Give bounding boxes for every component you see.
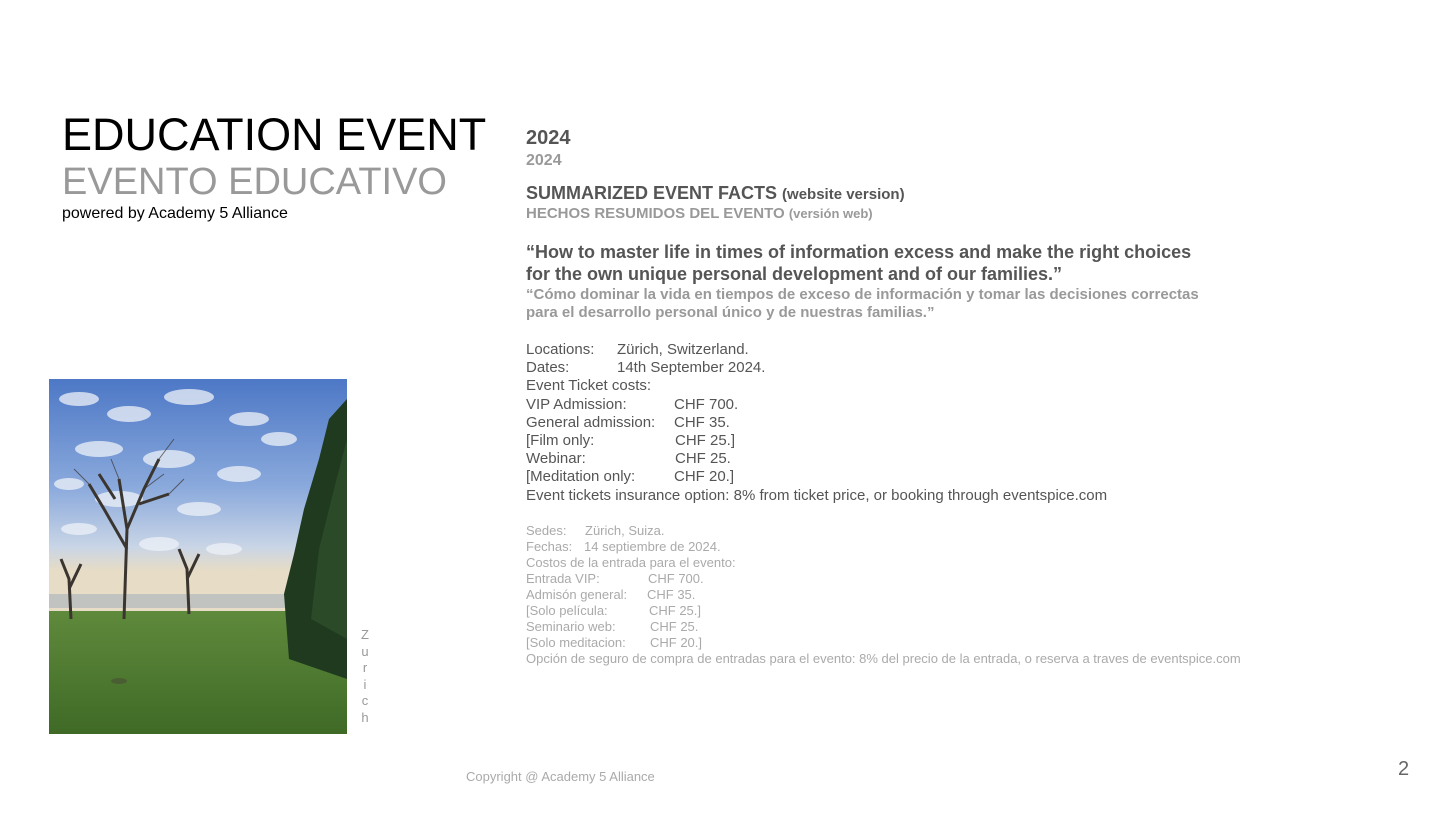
price-label: [Film only: (526, 431, 595, 449)
quote-line-es: para el desarrollo personal único y de nuestras familias.” (526, 304, 935, 321)
facts-heading-note: (website version) (782, 186, 905, 203)
quote-line-es: “Cómo dominar la vida en tiempos de exceso de información y tomar las decisiones correctas (526, 286, 1199, 303)
price-value: CHF 35. (647, 587, 696, 602)
info-text: Opción de seguro de compra de entradas para el evento: 8% del precio de la entrada, o reserva a traves de eventspice.com (526, 651, 1241, 666)
facts-heading-text: SUMMARIZED EVENT FACTS (526, 183, 778, 203)
quote-line: “How to master life in times of information excess and make the right choices (526, 242, 1192, 262)
facts-heading-es-note: (versión web) (788, 206, 873, 221)
caption-letter: Z (361, 627, 369, 642)
info-label: Costos de la entrada para el evento: (526, 555, 736, 570)
page-title: EDUCATION EVENT (62, 109, 487, 160)
zurich-park-photo (49, 379, 347, 734)
price-label: VIP Admission: (526, 395, 627, 413)
price-label: [Solo película: (526, 603, 608, 618)
price-label: [Meditation only: (526, 468, 636, 486)
copyright-text: Copyright @ Academy 5 Alliance (466, 769, 655, 784)
price-value: CHF 25. (650, 619, 699, 634)
info-label: Event Ticket costs: (526, 377, 652, 395)
price-label: Webinar: (526, 450, 586, 468)
price-value: CHF 35. (674, 413, 730, 431)
quote-line: for the own unique personal development and of our families.” (526, 263, 1063, 284)
caption-letter: u (361, 643, 369, 659)
price-value: CHF 700. (648, 571, 704, 586)
facts-heading (526, 182, 905, 206)
event-quote-es (526, 286, 1199, 322)
info-value: 14 septiembre de 2024. (584, 539, 721, 554)
year-heading: 2024 (526, 127, 571, 149)
info-label: Fechas: (526, 539, 573, 554)
info-label: Sedes: (526, 523, 567, 538)
facts-heading-es-text: HECHOS RESUMIDOS DEL EVENTO (526, 205, 785, 222)
info-label: Locations: (526, 341, 595, 358)
facts-heading-es (526, 204, 873, 223)
info-text: Event tickets insurance option: 8% from ticket price, or booking through eventspice.com (526, 486, 1108, 504)
year-heading-es: 2024 (526, 152, 562, 169)
price-label: Entrada VIP: (526, 571, 600, 586)
price-label: Admisón general: (526, 587, 628, 602)
price-label: Seminario web: (526, 619, 616, 634)
info-value: Zürich, Suiza. (585, 523, 665, 538)
caption-letter: r (362, 660, 368, 675)
info-value: Zürich, Switzerland. (617, 341, 749, 358)
price-value: CHF 25.] (675, 431, 736, 449)
price-value: CHF 25.] (649, 603, 702, 618)
price-value: CHF 700. (674, 395, 739, 413)
photo-caption-vertical (358, 627, 372, 726)
info-value: 14th September 2024. (617, 359, 766, 377)
powered-by-text: powered by Academy 5 Alliance (62, 205, 288, 222)
price-value: CHF 25. (675, 450, 731, 468)
price-value: CHF 20.] (674, 468, 735, 486)
page-number: 2 (1398, 758, 1410, 780)
price-value: CHF 20.] (650, 635, 703, 650)
info-label: Dates: (526, 359, 570, 377)
caption-letter: c (361, 693, 369, 708)
price-label: General admission: (526, 413, 656, 431)
caption-letter: i (363, 676, 367, 692)
page-subtitle-es: EVENTO EDUCATIVO (62, 161, 447, 203)
event-quote (526, 242, 1191, 285)
price-label: [Solo meditacion: (526, 635, 626, 650)
caption-letter: h (361, 709, 369, 725)
